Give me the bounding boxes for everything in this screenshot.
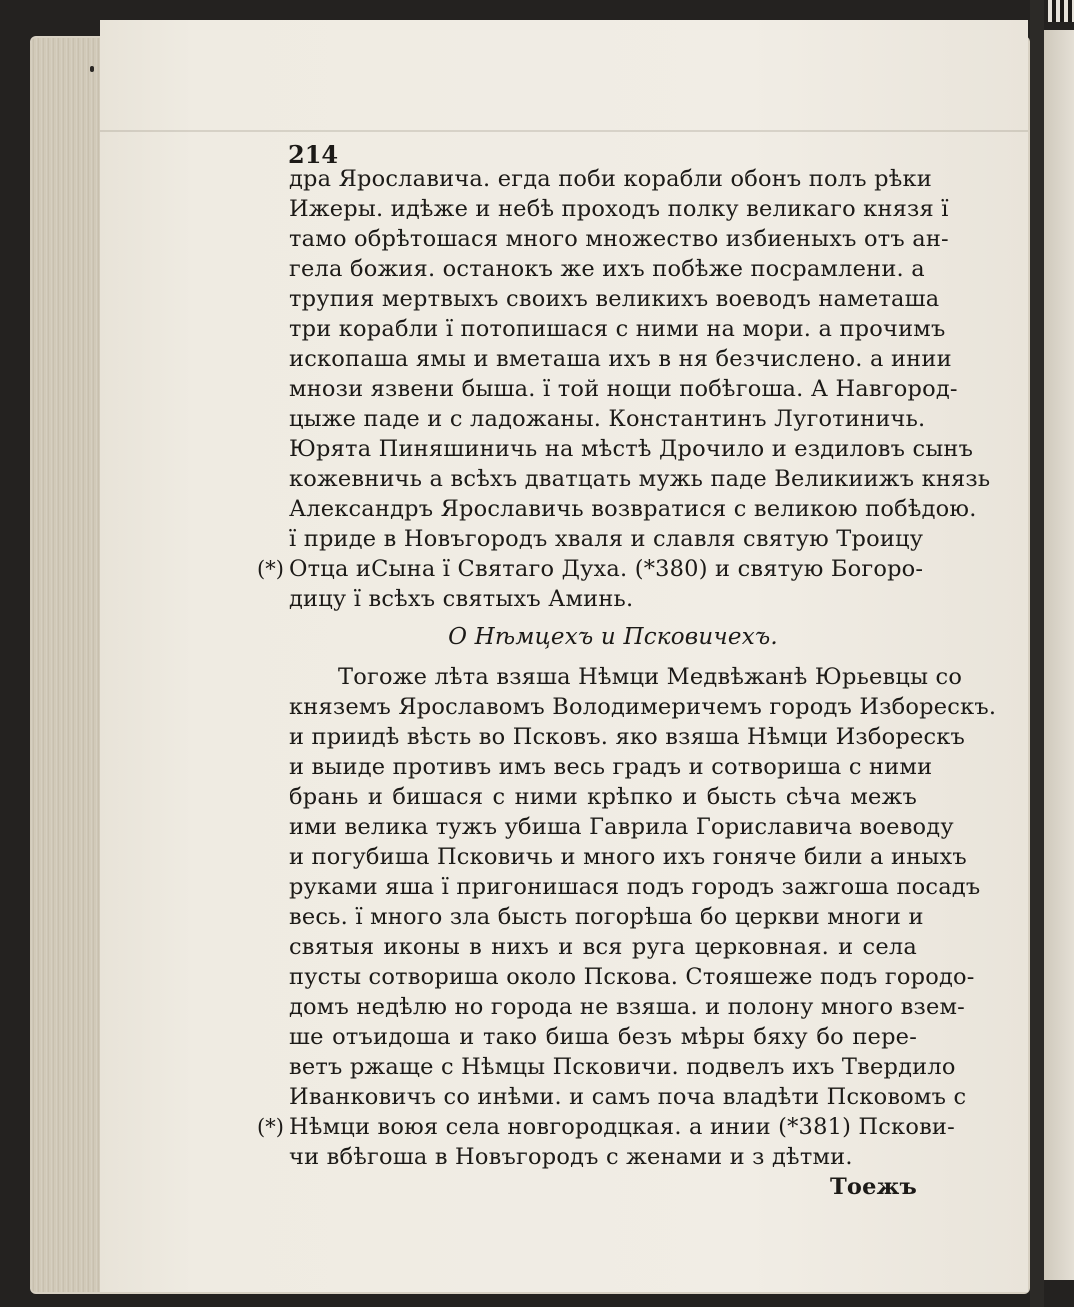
text-line: домъ недѣлю но города не взяша. и полону много взем- <box>289 994 965 1020</box>
text-line: ископаша ямы и вметаша ихъ в ня безчислено. а инии <box>289 346 952 372</box>
text-line: пусты сотвориша около Пскова. Стояшеже подъ городо- <box>289 964 975 990</box>
catchword: Тоежъ <box>829 1174 917 1200</box>
text-line: брань и бишася с ними крѣпко и бысть сѣча межъ <box>289 784 917 810</box>
text-line: дицу ї всѣхъ святыхъ Аминь. <box>289 586 634 612</box>
text-line: ветъ ржаще с Нѣмцы Псковичи. подвелъ ихъ Твердило <box>289 1054 956 1080</box>
section-heading: О Нѣмцехъ и Псковичехъ. <box>448 624 778 650</box>
text-line: Тогоже лѣта взяша Нѣмци Медвѣжанѣ Юрьевцы со <box>338 664 963 690</box>
text-line: святыя иконы в нихъ и вся руга церковная. и села <box>289 934 917 960</box>
text-line: цыже паде и с ладожаны. Константинъ Луготиничь. <box>289 406 926 432</box>
text-line: гела божия. останокъ же ихъ побѣже посрамлени. а <box>289 256 925 282</box>
text-line: трупия мертвыхъ своихъ великихъ воеводъ наметаша <box>289 286 940 312</box>
text-line: Нѣмци воюя села новгородцкая. а инии (*381) Пскови- <box>289 1114 955 1140</box>
text-line: княземъ Ярославомъ Володимеричемъ городъ Изборескъ. <box>289 694 997 720</box>
text-line: три корабли ї потопишася с ними на мори. а прочимъ <box>289 316 946 342</box>
text-line: ими велика тужъ убиша Гаврила Гориславича воеводу <box>289 814 954 840</box>
text-line: Ижеры. идѣже и небѣ проходъ полку великаго князя ї <box>289 196 949 222</box>
text-line: весь. ї много зла бысть погорѣша бо церкви многи и <box>289 904 924 930</box>
footnote-marker: (*) <box>257 1115 284 1139</box>
page-crease <box>100 130 1028 132</box>
text-line: мнози язвени быша. ї той нощи побѣгоша. А Навгород- <box>289 376 958 402</box>
text-line: руками яша ї пригонишася подъ городъ зажгоша посадъ <box>289 874 981 900</box>
book-gutter <box>1030 0 1044 1307</box>
text-line: тамо обрѣтошася много множество избиеныхъ отъ ан- <box>289 226 949 252</box>
text-line: Иванковичъ со инѣми. и самъ поча владѣти Псковомъ с <box>289 1084 967 1110</box>
text-line: чи вбѣгоша в Новъгородъ с женами и з дѣтми. <box>289 1144 853 1170</box>
facing-page-edge <box>1044 30 1074 1280</box>
text-line: Юрята Пиняшиничь на мѣстѣ Дрочило и ездиловъ сынъ <box>289 436 974 462</box>
ink-speck <box>90 66 94 72</box>
text-line: Александръ Ярославичь возвратися с великою побѣдою. <box>289 496 977 522</box>
text-line: дра Ярославича. егда поби корабли обонъ полъ рѣки <box>289 166 932 192</box>
text-line: и приидѣ вѣсть во Псковъ. яко взяша Нѣмци Изборескъ <box>289 724 966 750</box>
page-number: 214 <box>288 140 339 169</box>
page-edges <box>30 38 104 1292</box>
text-line: и выиде противъ имъ весь градъ и сотвориша с ними <box>289 754 933 780</box>
text-line: и погубиша Псковичь и много ихъ гоняче били а иныхъ <box>289 844 967 870</box>
text-line: Отца иСына ї Святаго Духа. (*380) и святую Богоро- <box>289 556 924 582</box>
text-line: ї приде в Новъгородъ хваля и славля святую Троицу <box>289 526 924 552</box>
calibration-strip <box>1048 0 1074 22</box>
text-line: ше отъидоша и тако биша безъ мѣры бяху бо пере- <box>289 1024 917 1050</box>
text-line: кожевничь а всѣхъ дватцать мужь паде Великиижъ князь <box>289 466 991 492</box>
footnote-marker: (*) <box>257 557 284 581</box>
